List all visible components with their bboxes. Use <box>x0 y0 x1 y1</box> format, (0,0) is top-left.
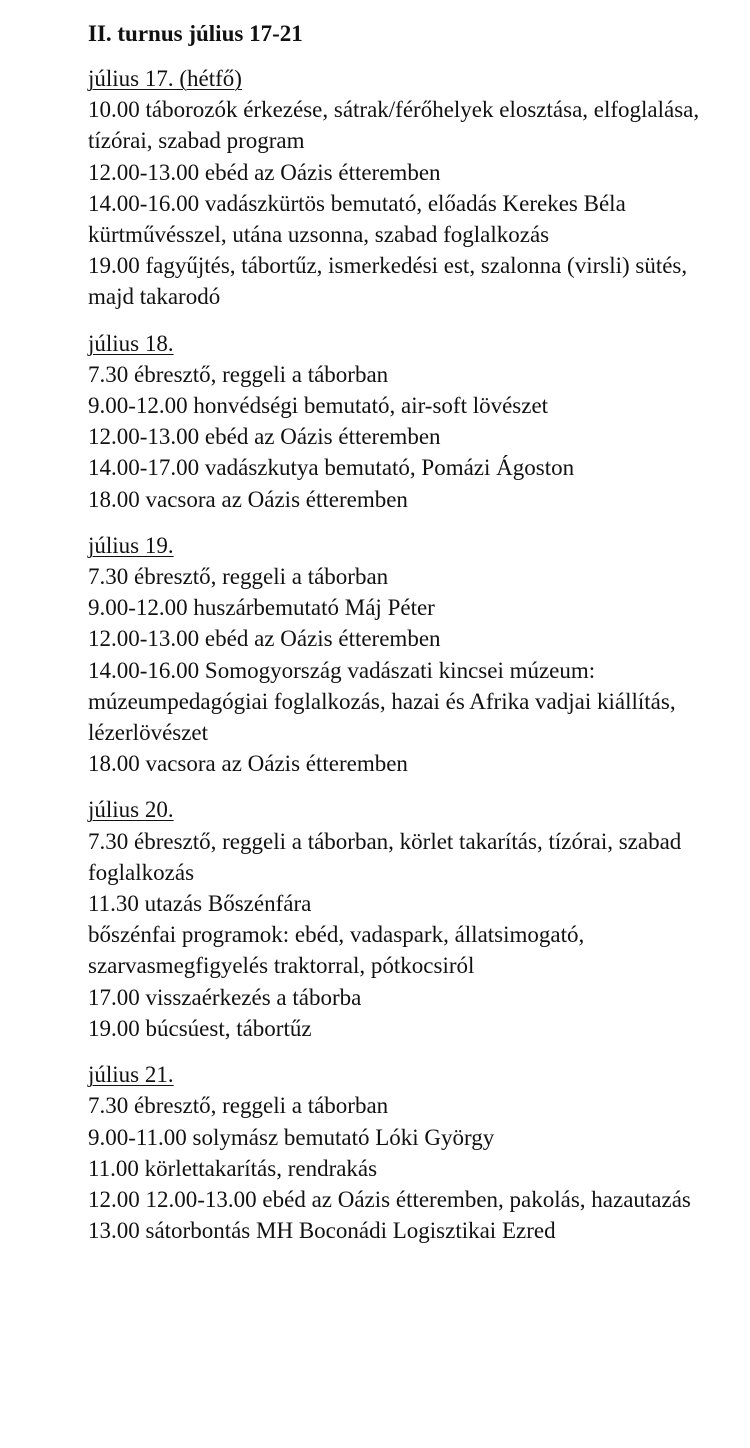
day-heading: július 20. <box>88 797 174 823</box>
schedule-entry: 19.00 búcsúest, tábortűz <box>88 1015 312 1041</box>
schedule-entry: 14.00-16.00 vadászkürtös bemutató, előadás Kerekes Béla kürtművésszel, utána uzsonna, szabad foglalkozás <box>88 190 626 248</box>
schedule-entry: 14.00-17.00 vadászkutya bemutató, Pomázi Ágoston <box>88 455 575 481</box>
day-section <box>88 530 738 780</box>
day-heading: július 21. <box>88 1062 174 1088</box>
schedule-entry: 7.30 ébresztő, reggeli a táborban <box>88 1093 389 1119</box>
schedule-entry: 12.00 12.00-13.00 ebéd az Oázis étteremben, pakolás, hazautazás <box>88 1186 691 1212</box>
schedule-entry: 9.00-11.00 solymász bemutató Lóki György <box>88 1124 495 1150</box>
schedule-entry: 11.00 körlettakarítás, rendrakás <box>88 1155 378 1181</box>
schedule-entry: 18.00 vacsora az Oázis étteremben <box>88 751 408 777</box>
schedule-entry: 9.00-12.00 huszárbemutató Máj Péter <box>88 595 435 621</box>
day-section <box>88 328 738 515</box>
day-section <box>88 63 738 313</box>
schedule-entry: 12.00-13.00 ebéd az Oázis étteremben <box>88 159 441 185</box>
schedule-entry: 17.00 visszaérkezés a táborba <box>88 984 362 1010</box>
document-title: II. turnus július 17-21 <box>88 21 303 46</box>
day-heading: július 19. <box>88 532 174 558</box>
schedule-entry: 14.00-16.00 Somogyország vadászati kincsei múzeum: múzeumpedagógiai foglalkozás, hazai és Afrika vadjai kiállítás, lézerlövészet <box>88 657 676 746</box>
schedule-entry: 7.30 ébresztő, reggeli a táborban, körlet takarítás, tízórai, szabad foglalkozás <box>88 828 682 885</box>
schedule-entry: 10.00 táborozók érkezése, sátrak/férőhelyek elosztása, elfoglalása, tízórai, szabad program <box>88 97 700 154</box>
day-section <box>88 794 738 1044</box>
schedule-entry: 12.00-13.00 ebéd az Oázis étteremben <box>88 626 441 652</box>
schedule-entry: 7.30 ébresztő, reggeli a táborban <box>88 564 389 590</box>
schedule-entry: 11.30 utazás Bőszénfára <box>88 891 312 917</box>
schedule-entry: 13.00 sátorbontás MH Boconádi Logisztikai Ezred <box>88 1218 556 1244</box>
schedule-entry: 12.00-13.00 ebéd az Oázis étteremben <box>88 424 441 450</box>
schedule-document <box>88 18 738 1261</box>
day-heading: július 18. <box>88 330 174 356</box>
schedule-entry: 19.00 fagyűjtés, tábortűz, ismerkedési est, szalonna (virsli) sütés, majd takarodó <box>88 253 688 310</box>
day-section <box>88 1059 738 1246</box>
day-heading: július 17. (hétfő) <box>88 66 242 91</box>
schedule-entry: bőszénfai programok: ebéd, vadaspark, állatsimogató, szarvasmegfigyelés traktorral, pótkocsiról <box>88 922 585 979</box>
schedule-entry: 7.30 ébresztő, reggeli a táborban <box>88 361 389 387</box>
schedule-entry: 9.00-12.00 honvédségi bemutató, air-soft lövészet <box>88 393 549 419</box>
schedule-entry: 18.00 vacsora az Oázis étteremben <box>88 486 408 512</box>
